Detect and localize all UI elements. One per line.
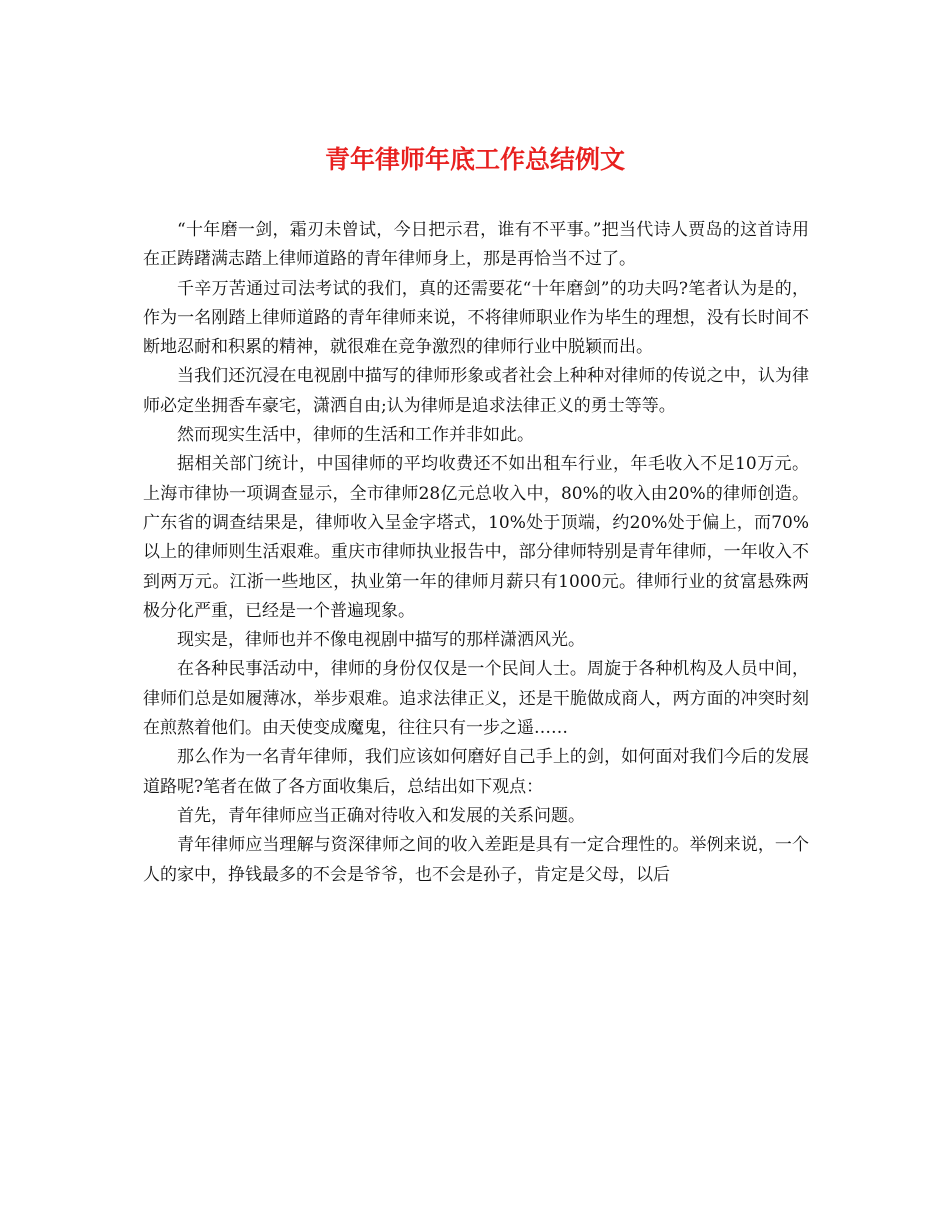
document-title: 青年律师年底工作总结例文 [324, 145, 625, 174]
paragraph-2: 千辛万苦通过司法考试的我们，真的还需要花“十年磨剑”的功夫吗?笔者认为是的，作为一名刚踏上律师道路的青年律师来说，不将律师职业作为毕生的理想，没有长时间不断地忍耐和积累的精神，就很难在竞争激烈的律师行业中脱颖而出。 [143, 278, 809, 358]
paragraph-5: 据相关部门统计，中国律师的平均收费还不如出租车行业，年毛收入不足10万元。上海市律协一项调查显示，全市律师28亿元总收入中，80%的收入由20%的律师创造。广东省的调查结果是，律师收入呈金字塔式，10%处于顶端，约20%处于偏上，而70%以上的律师则生活艰难。重庆市律师执业报告中，部分律师特别是青年律师，一年收入不到两万元。江浙一些地区，执业第一年的律师月薪只有1000元。律师行业的贫富悬殊两极分化严重，已经是一个普遍现象。 [143, 454, 809, 621]
paragraph-9: 首先，青年律师应当正确对待收入和发展的关系问题。 [177, 805, 585, 826]
paragraph-6: 现实是，律师也并不像电视剧中描写的那样潇洒风光。 [177, 630, 585, 651]
paragraph-1: “十年磨一剑，霜刃未曾试，今日把示君，谁有不平事。”把当代诗人贾岛的这首诗用在正踌躇满志踏上律师道路的青年律师身上，那是再恰当不过了。 [143, 220, 809, 270]
paragraph-4: 然而现实生活中，律师的生活和工作并非如此。 [177, 425, 534, 446]
document-body [143, 216, 809, 890]
paragraph-3: 当我们还沉浸在电视剧中描写的律师形象或者社会上种种对律师的传说之中，认为律师必定坐拥香车豪宅，潇洒自由;认为律师是追求法律正义的勇士等等。 [143, 366, 809, 416]
paragraph-7: 在各种民事活动中，律师的身份仅仅是一个民间人士。周旋于各种机构及人员中间，律师们总是如履薄冰，举步艰难。追求法律正义，还是干脆做成商人，两方面的冲突时刻在煎熬着他们。由天使变成魔鬼，往往只有一步之遥…… [143, 659, 809, 739]
paragraph-10: 青年律师应当理解与资深律师之间的收入差距是具有一定合理性的。举例来说，一个人的家中，挣钱最多的不会是爷爷，也不会是孙子，肯定是父母，以后 [143, 835, 809, 885]
paragraph-8: 那么作为一名青年律师，我们应该如何磨好自己手上的剑，如何面对我们今后的发展道路呢?笔者在做了各方面收集后，总结出如下观点： [143, 747, 809, 797]
